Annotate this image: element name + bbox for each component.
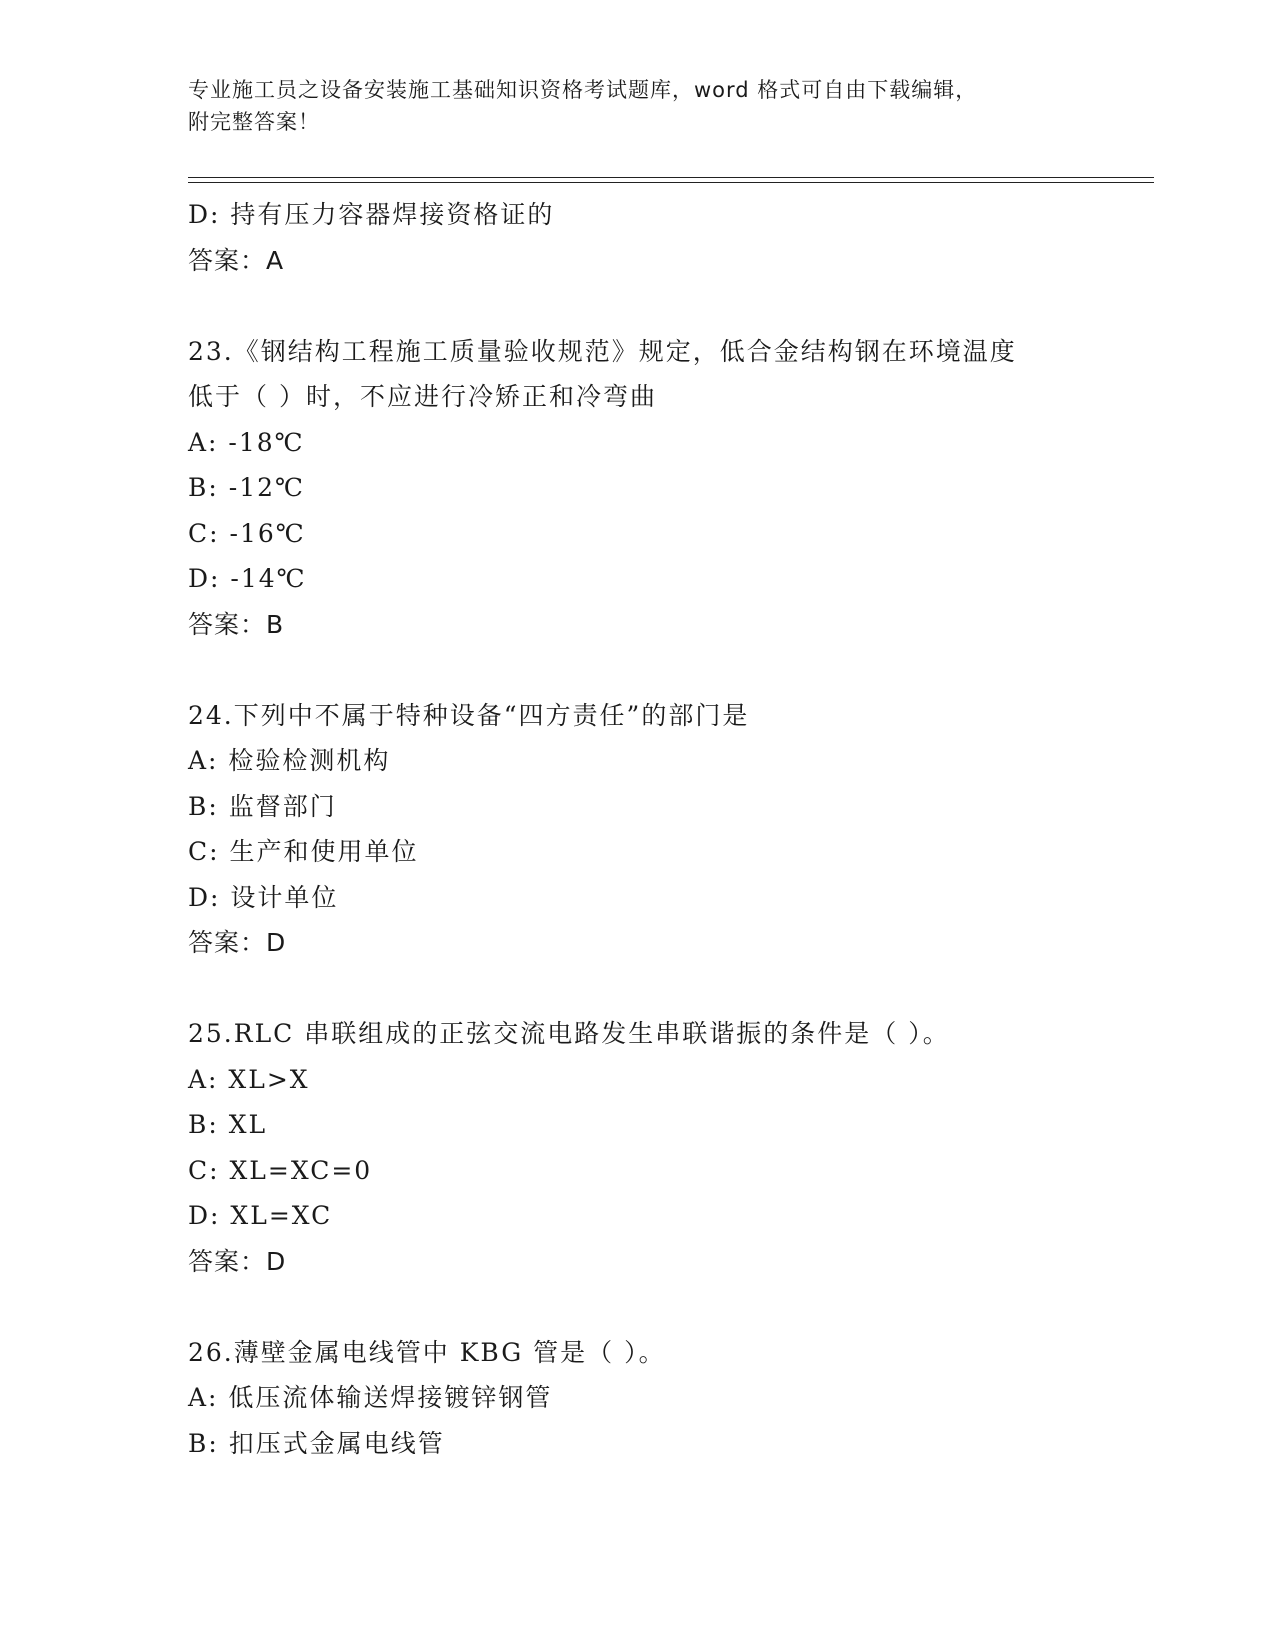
question-26 (188, 1330, 1128, 1467)
spacer (188, 647, 1128, 693)
question-stem-cont: 低于（ ）时，不应进行冷矫正和冷弯曲 (188, 382, 657, 411)
question-24 (188, 693, 1128, 966)
spacer (188, 966, 1128, 1012)
question-list (188, 192, 1128, 1466)
option-d: D: XL=XC (188, 1201, 333, 1230)
option-c: C: -16℃ (188, 518, 306, 548)
prev-option-d: D: 持有压力容器焊接资格证的 (188, 200, 555, 229)
question-23 (188, 329, 1128, 648)
header-line-2: 附完整答案！ (188, 110, 320, 134)
option-a: A: -18℃ (188, 427, 305, 457)
option-c: C: XL=XC=0 (188, 1155, 373, 1185)
spacer (188, 283, 1128, 329)
document-header (188, 74, 1088, 138)
question-stem: 23.《钢结构工程施工质量验收规范》规定，低合金结构钢在环境温度 (188, 336, 1017, 366)
header-divider-bottom (188, 182, 1154, 183)
option-a: A: 低压流体输送焊接镀锌钢管 (188, 1383, 553, 1412)
option-b: B: 扣压式金属电线管 (188, 1428, 445, 1458)
option-a: A: 检验检测机构 (188, 746, 391, 775)
option-d: D: 设计单位 (188, 882, 339, 912)
question-25 (188, 1011, 1128, 1284)
spacer (188, 1284, 1128, 1330)
question-stem: 26.薄壁金属电线管中 KBG 管是（ ）。 (188, 1337, 666, 1367)
answer: 答案：D (188, 1246, 287, 1276)
answer: 答案：D (188, 928, 287, 957)
header-line-1: 专业施工员之设备安装施工基础知识资格考试题库，word 格式可自由下载编辑， (188, 78, 978, 102)
answer: 答案：B (188, 609, 285, 639)
question-stem: 25.RLC 串联组成的正弦交流电路发生串联谐振的条件是（ ）。 (188, 1019, 950, 1048)
header-divider-top (188, 177, 1154, 178)
option-d: D: -14℃ (188, 564, 307, 593)
question-stem: 24.下列中不属于特种设备“四方责任”的部门是 (188, 700, 750, 730)
prev-answer: 答案：A (188, 245, 285, 275)
option-a: A: XL>X (188, 1064, 310, 1094)
option-b: B: -12℃ (188, 473, 305, 502)
option-c: C: 生产和使用单位 (188, 837, 419, 866)
option-b: B: XL (188, 1110, 268, 1139)
option-b: B: 监督部门 (188, 791, 337, 821)
